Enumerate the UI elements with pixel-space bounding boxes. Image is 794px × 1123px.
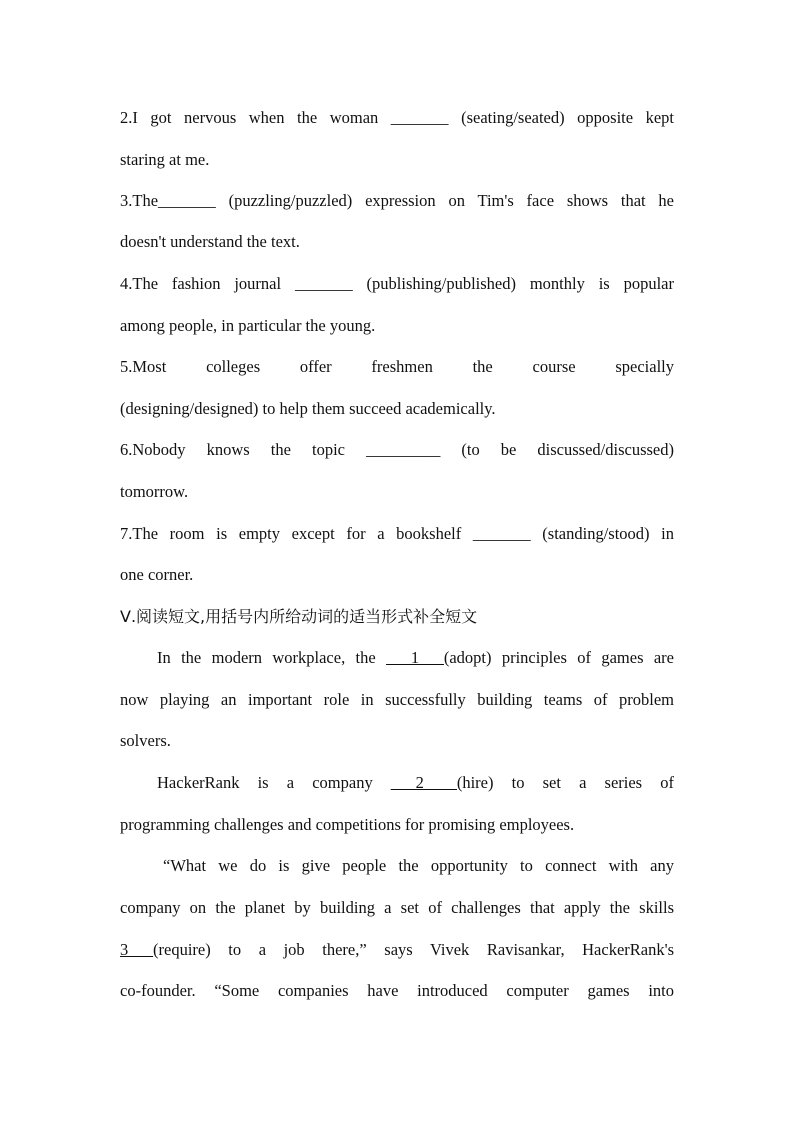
blank-2: ___2____: [390, 773, 457, 792]
passage-text: (require) to a job there,” says Vivek Ravisankar, HackerRank's: [153, 940, 674, 959]
passage-text: In the modern workplace, the: [157, 648, 387, 667]
passage-p3-line-1: “What we do is give people the opportunity to connect with any: [163, 856, 674, 875]
section-v-heading: Ⅴ.阅读短文,用括号内所给动词的适当形式补全短文: [120, 607, 478, 626]
passage-p1-line-3: solvers.: [120, 731, 171, 750]
passage-text: HackerRank is a company: [157, 773, 391, 792]
passage-p1-line-1: [157, 648, 674, 668]
passage-p1-line-2: now playing an important role in successfully building teams of problem: [120, 690, 674, 709]
question-7-line-1: 7.The room is empty except for a bookshelf _______ (standing/stood) in: [120, 524, 674, 543]
question-7-line-2: one corner.: [120, 565, 194, 584]
question-5-line-2: (designing/designed) to help them succeed academically.: [120, 399, 496, 418]
question-5-line-1: 5.Most colleges offer freshmen the course specially: [120, 357, 674, 376]
passage-text: (hire) to set a series of: [456, 773, 674, 792]
passage-text: (adopt) principles of games are: [443, 648, 674, 667]
passage-p2-line-2: programming challenges and competitions for promising employees.: [120, 815, 575, 834]
passage-p3-line-3: [120, 940, 674, 960]
blank-1: ___1___: [386, 648, 444, 667]
question-4-line-2: among people, in particular the young.: [120, 316, 376, 335]
question-2-line-1: 2.I got nervous when the woman _______ (seating/seated) opposite kept: [120, 108, 674, 127]
passage-p3-line-2: company on the planet by building a set of challenges that apply the skills: [120, 898, 674, 917]
question-2-line-2: staring at me.: [120, 150, 210, 169]
passage-p3-line-4: co-founder. “Some companies have introduced computer games into: [120, 981, 674, 1000]
blank-3: 3___: [120, 940, 153, 959]
question-3-line-2: doesn't understand the text.: [120, 232, 300, 251]
passage-p2-line-1: [157, 773, 674, 793]
question-4-line-1: 4.The fashion journal _______ (publishing/published) monthly is popular: [120, 274, 674, 293]
question-6-line-2: tomorrow.: [120, 482, 189, 501]
question-3-line-1: 3.The_______ (puzzling/puzzled) expression on Tim's face shows that he: [120, 191, 674, 210]
question-6-line-1: 6.Nobody knows the topic _________ (to be discussed/discussed): [120, 440, 674, 459]
